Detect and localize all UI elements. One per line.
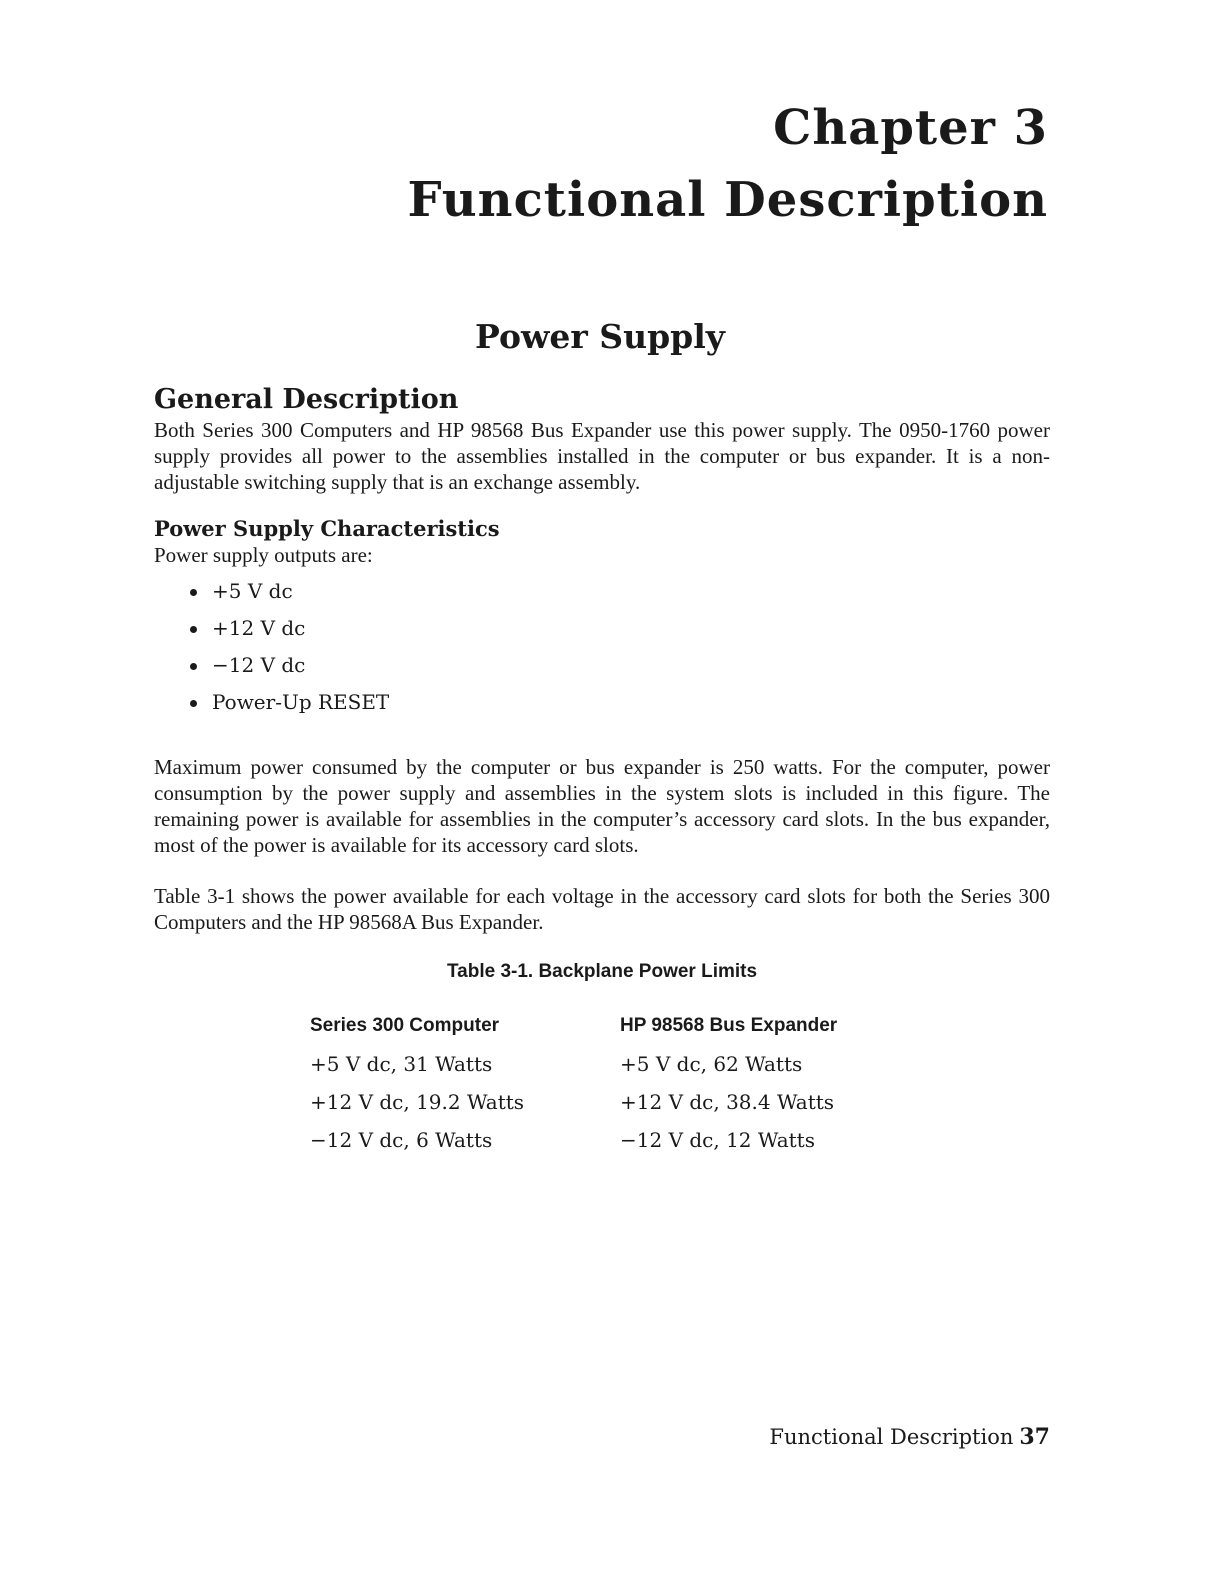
general-description-heading: General Description <box>154 384 459 415</box>
column-header: HP 98568 Bus Expander <box>620 1015 838 1036</box>
power-limits-table <box>310 1013 837 1165</box>
table-row <box>310 1127 837 1165</box>
list-item: Power-Up RESET <box>154 689 1050 715</box>
table-cell: −12 V dc, 6 Watts <box>310 1128 493 1152</box>
chapter-title: Functional Description <box>407 172 1048 228</box>
table-cell: +12 V dc, 19.2 Watts <box>310 1090 525 1114</box>
bullet-icon <box>190 663 197 670</box>
chapter-number: Chapter 3 <box>773 100 1048 156</box>
list-item: +5 V dc <box>154 578 1050 604</box>
table-row <box>310 1051 837 1089</box>
column-header: Series 300 Computer <box>310 1015 500 1036</box>
page-number: 37 <box>1019 1424 1050 1450</box>
table-cell: +5 V dc, 62 Watts <box>620 1052 803 1076</box>
table-header-row <box>310 1013 837 1051</box>
list-item: +12 V dc <box>154 615 1050 641</box>
table-reference-paragraph: Table 3-1 shows the power available for each voltage in the accessory card slots for both the Series 300 Computers and the HP 98568A Bus Expander. <box>154 884 1050 934</box>
table-cell: −12 V dc, 12 Watts <box>620 1128 815 1152</box>
footer-label: Functional Description <box>769 1425 1014 1449</box>
bullet-icon <box>190 626 197 633</box>
table-cell: +5 V dc, 31 Watts <box>310 1052 493 1076</box>
bullet-icon <box>190 589 197 596</box>
table-cell: +12 V dc, 38.4 Watts <box>620 1090 835 1114</box>
general-description-paragraph: Both Series 300 Computers and HP 98568 Bus Expander use this power supply. The 0950-1760 power supply provides all power to the assemblies installed in the computer or bus expander. It is a non-adjustable switching supply that is an exchange assembly. <box>154 418 1050 494</box>
page-footer <box>769 1424 1050 1450</box>
bullet-icon <box>190 700 197 707</box>
table-caption: Table 3-1. Backplane Power Limits <box>446 961 758 982</box>
main-content <box>154 384 1050 1165</box>
characteristics-heading: Power Supply Characteristics <box>154 516 500 541</box>
outputs-list <box>154 578 1050 715</box>
max-power-paragraph: Maximum power consumed by the computer or bus expander is 250 watts. For the computer, power consumption by the power supply and assemblies in the system slots is included in this figure. The remaining power is available for assemblies in the computer’s accessory card slots. In the bus expander, most of the power is available for its accessory card slots. <box>154 755 1050 857</box>
table-row <box>310 1089 837 1127</box>
section-title: Power Supply <box>475 317 725 356</box>
characteristics-intro: Power supply outputs are: <box>154 543 373 567</box>
list-item: −12 V dc <box>154 652 1050 678</box>
